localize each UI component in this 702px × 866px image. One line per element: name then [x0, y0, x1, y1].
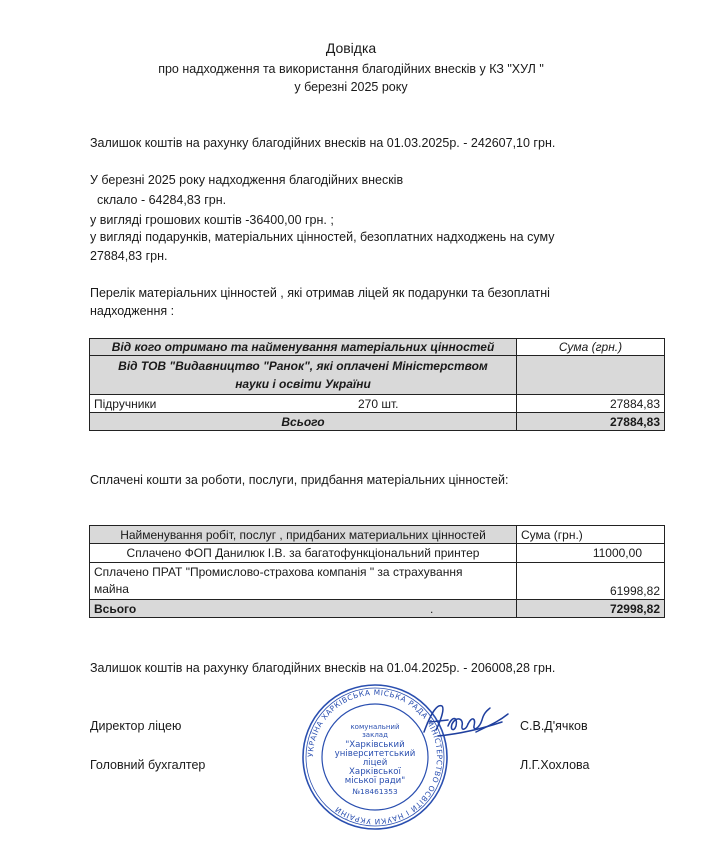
materials-intro-line-1: Перелік матеріальних цінностей , які отримав ліцей як подарунки та безоплатні: [90, 286, 550, 300]
materials-item-qty: 270 шт.: [358, 396, 399, 411]
materials-source-cell: [90, 356, 517, 395]
stamp-line-6: Харківської: [349, 767, 401, 777]
receipts-line-4: у вигляді подарунків, матеріальних цінностей, безоплатних надходжень на суму: [90, 230, 555, 244]
payments-row-2-line-1: Сплачено ПРАТ "Промислово-страхова компанія " за страхування: [94, 565, 463, 579]
payments-row-2-name: [90, 563, 517, 600]
payments-total-sum: 72998,82: [517, 600, 665, 618]
materials-source-line-2: науки і освіти України: [235, 377, 371, 391]
director-signature: [418, 700, 510, 740]
receipts-line-1: У березні 2025 року надходження благодійних внесків: [90, 173, 404, 187]
stamp-code: №18461353: [352, 787, 398, 796]
materials-intro-line-2: надходження :: [90, 304, 175, 318]
payments-row-2-line-2: майна: [94, 582, 129, 596]
document-subtitle: про надходження та використання благодійних внесків у КЗ "ХУЛ ": [158, 62, 544, 76]
stamp-line-2: заклад: [362, 731, 388, 739]
payments-total-label: Всього: [94, 601, 137, 616]
payments-row-1-sum: 11000,00: [517, 544, 665, 563]
payments-table: [89, 525, 665, 618]
document-title: Довідка: [325, 40, 377, 56]
stamp-line-5: ліцей: [362, 758, 388, 768]
payments-header-sum: Сума (грн.): [517, 526, 665, 544]
paid-intro: Сплачені кошти за роботи, послуги, придбання матеріальних цінностей:: [90, 473, 509, 487]
receipts-line-2: склало - 64284,83 грн.: [97, 193, 227, 207]
director-title: Директор ліцею: [90, 719, 182, 733]
stamp-line-4: університетський: [334, 749, 416, 759]
opening-balance: Залишок коштів на рахунку благодійних внесків на 01.03.2025р. - 242607,10 грн.: [90, 136, 556, 150]
closing-balance: Залишок коштів на рахунку благодійних внесків на 01.04.2025р. - 206008,28 грн.: [90, 661, 556, 675]
materials-source-sum: [517, 356, 665, 395]
materials-item-sum: 27884,83: [517, 395, 665, 413]
materials-item-row: [90, 395, 517, 413]
receipts-line-5: 27884,83 грн.: [90, 249, 168, 263]
payments-row-2-sum: 61998,82: [517, 563, 665, 600]
stamp-outer-text: УКРАЇНА ХАРКІВСЬКА МІСЬКА РАДА МІНІСТЕРСТВО ОСВІТИ І НАУКИ УКРАЇНИ: [305, 687, 445, 827]
accountant-title: Головний бухгалтер: [90, 758, 206, 772]
materials-header-name: Від кого отримано та найменування матеріальних цінностей: [90, 339, 517, 356]
materials-header-sum: Сума (грн.): [517, 339, 665, 356]
materials-table: [89, 338, 665, 431]
director-name: С.В.Д'ячков: [520, 719, 588, 733]
payments-total-dot: .: [430, 601, 434, 616]
materials-source-line-1: Від ТОВ "Видавництво "Ранок", які оплачені Міністерством: [118, 359, 488, 373]
materials-total-label: Всього: [90, 413, 517, 431]
payments-total-label-cell: [90, 600, 517, 618]
stamp-line-7: міської ради": [344, 776, 406, 786]
materials-total-sum: 27884,83: [517, 413, 665, 431]
stamp-line-3: "Харківський: [345, 740, 405, 750]
stamp-line-1: комунальний: [350, 723, 400, 731]
payments-header-name: Найменування робіт, послуг , придбаних материальних цінностей: [90, 526, 517, 544]
receipts-line-3: у вигляді грошових коштів -36400,00 грн. ;: [90, 213, 334, 227]
accountant-name: Л.Г.Хохлова: [520, 758, 590, 772]
document-period: у березні 2025 року: [294, 80, 408, 94]
payments-row-1-name: Сплачено ФОП Данилюк І.В. за багатофункціональний принтер: [90, 544, 517, 563]
materials-item-name: Підручники: [94, 396, 157, 411]
